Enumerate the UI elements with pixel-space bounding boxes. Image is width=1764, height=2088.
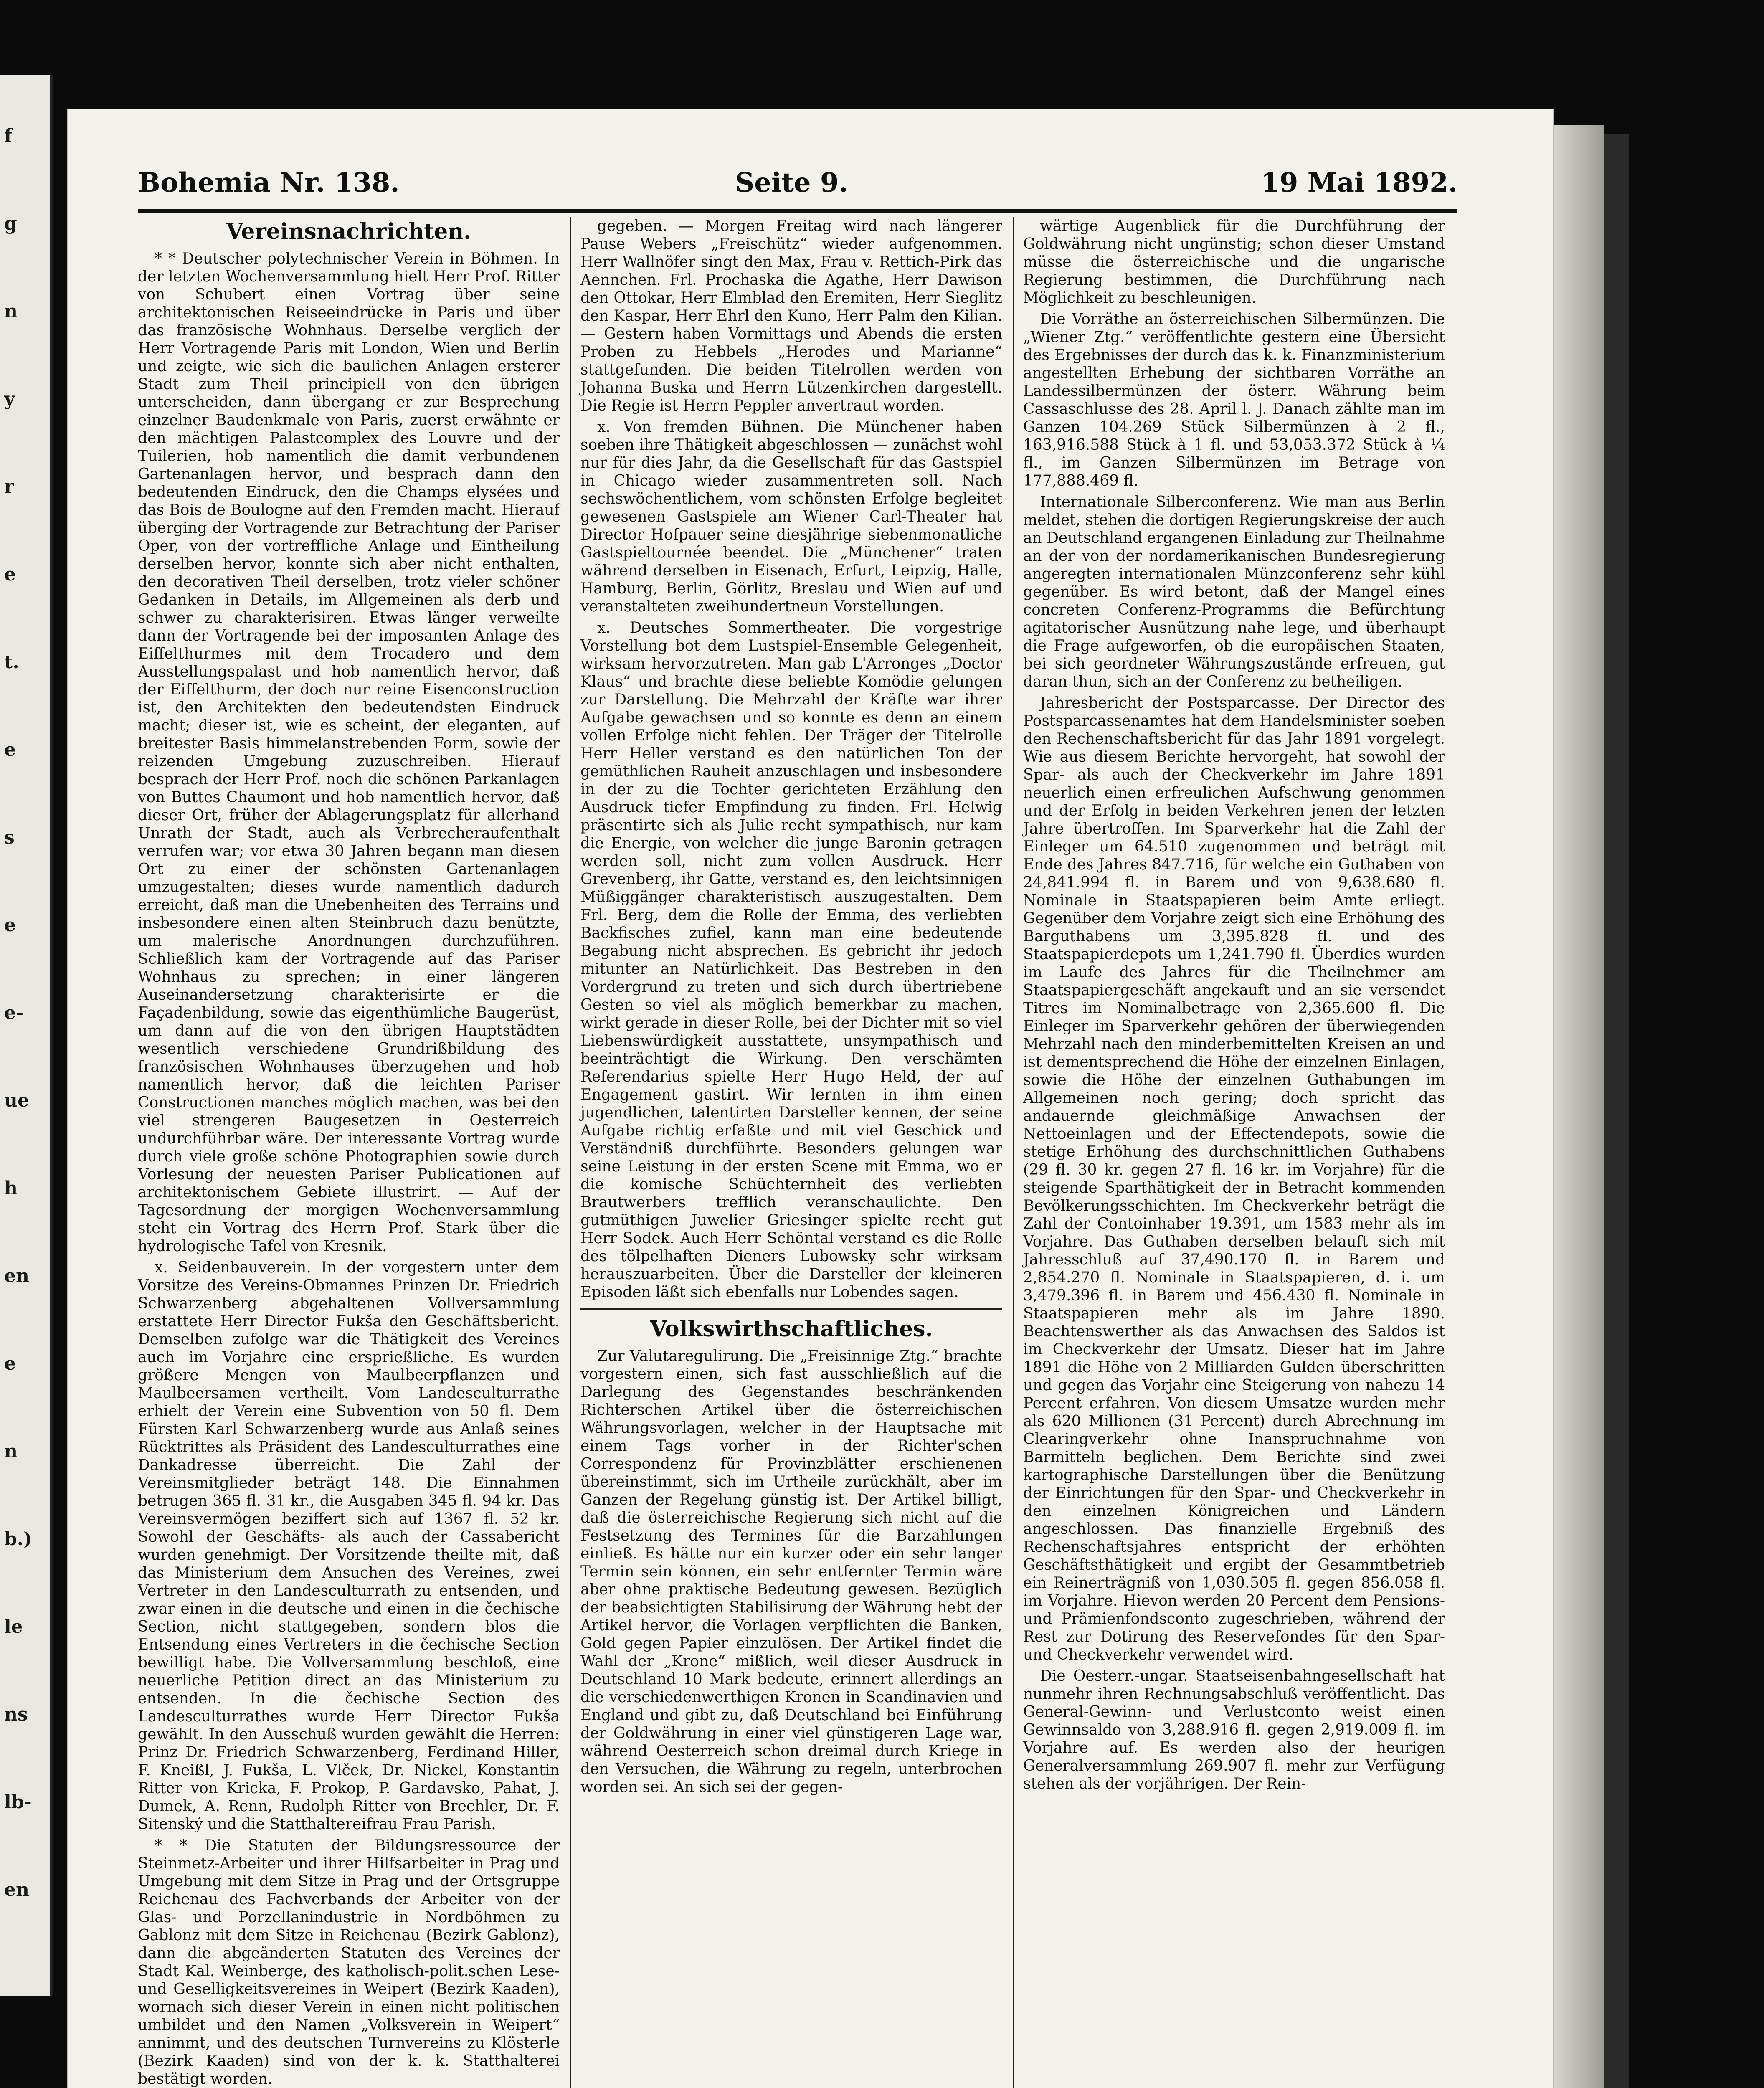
article-polytechnischer-verein: * * Deutscher polytechnischer Verein in Böhmen. In der letzten Wochenversammlung hielt Herr Prof. Ritter von Schubert einen Vortrag über seine architektonischen Reiseeindrücke in Paris und über das französische Wohnhaus. Derselbe verglich der Herr Vortragende Paris mit London, Wien und Berlin und zeigte, wie sich die baulichen Anlagen ersterer Stadt zum Theil principiell von den übrigen unterscheiden, dann übergang er zur Besprechung einzelner Baudenkmale von Paris, zuerst erwähnte er den mächtigen Palastcomplex des Louvre und der Tuilerien, hob namentlich die damit verbundenen Gartenanlagen hervor, und besprach dann den bedeutenden Eindruck, den die Champs elysées und das Bois de Boulogne auf den Fremden macht. Hierauf überging der Vortragende zur Betrachtung der Pariser Oper, von der vortreffliche Anlage und Eintheilung derselben hervor, konnte sich aber nicht enthalten, den decorativen Theil derselben, trotz vieler schöner Gedanken in Details, im Allgemeinen als derb und schwer zu charakterisiren. Etwas länger verweilte dann der Vortragende bei der imposanten Anlage des Eiffelthurmes mit dem Trocadero und dem Ausstellungspalast und hob namentlich hervor, daß der Eiffelthurm, der doch nur reine Eisenconstruction ist, den Architekten den bedeutendsten Eindruck macht; dieser ist, wie es scheint, der eleganten, auf breitester Basis himmelanstrebenden Form, sowie der reizenden Umgebung zuzuschreiben. Hierauf besprach der Herr Prof. noch die schönen Parkanlagen von Buttes Chaumont und hob namentlich hervor, daß dieser Ort, früher der Ablagerungsplatz für allerhand Unrath der Stadt, auch als Verbrecheraufenthalt verrufen war; vor etwa 30 Jahren begann man diesen Ort zu einer der schönsten Gartenanlagen umzugestalten; dieses wurde namentlich dadurch erreicht, daß man die Unebenheiten des Terrains und insbesondere einen alten Steinbruch dazu benützte, um malerische Anordnungen durchzuführen. Schließlich kam der Vortragende auf das Pariser Wohnhaus zu sprechen; in einer längeren Auseinandersetzung charakterisirte er die Façadenbildung, sowie das eigenthümliche Baugerüst, um dann auf die von den übrigen Hauptstädten wesentlich verschiedene Grundrißbildung des französischen Wohnhauses überzugehen und hob namentlich hervor, daß die leichten Pariser Constructionen manches möglich machen, was bei den viel strengeren Baugesetzen in Oesterreich undurchführbar wäre. Der interessante Vortrag wurde durch viele große schöne Photographien sowie durch Vorlesung der neuesten Pariser Publicationen auf architektonischem Gebiete illustrirt. — Auf der Tagesordnung der morgigen Wochenversammlung steht ein Vortrag des Herrn Prof. Stark über die hydrologische Tafel von Kresnik. <box>138 250 560 1255</box>
column-1 <box>138 217 560 2088</box>
article-silbermuenzen: Die Vorräthe an österreichischen Silbermünzen. Die „Wiener Ztg.“ veröffentlichte gestern eine Übersicht des Ergebnisses der durch das k. k. Finanzministerium angestellten Erhebung der sichtbaren Vorräthe an Landessilbermünzen der österr. Währung beim Cassaschlusse des 28. April l. J. Danach zählte man im Ganzen 104.269 Stück Silbermünzen à 2 fl., 163,916.588 Stück à 1 fl. und 53,053.372 Stück à ¼ fl., im Ganzen Silbermünzen im Betrage von 177,888.469 fl. <box>1023 311 1445 489</box>
margin-fragment: f <box>4 125 12 147</box>
margin-fragment: en <box>4 1879 29 1900</box>
margin-fragment: e <box>4 739 16 760</box>
article-valutaregulirung: Zur Valutaregulirung. Die „Freisinnige Ztg.“ brachte vorgestern einen, sich fast ausschließlich auf die Darlegung des Gegenstandes beschränkenden Richterschen Artikel über die österreichischen Währungsvorlagen, welcher in der Hauptsache mit einem Tags vorher in der Richter'schen Correspondenz für Provinzblätter erschienenen übereinstimmt, sich im Urtheile zurückhält, aber im Ganzen der Regelung günstig ist. Der Artikel billigt, daß die österreichische Regierung sich nicht auf die Festsetzung des Termines für die Barzahlungen einließ. Es hätte nur ein kurzer oder ein sehr langer Termin sein können, ein sehr entfernter Termin wäre aber ohne praktische Bedeutung gewesen. Bezüglich der beabsichtigten Stabilisirung der Währung hebt der Artikel hervor, die Vorlagen verpflichten die Banken, Gold gegen Papier einzulösen. Der Artikel findet die Wahl der „Krone“ mißlich, weil dieser Ausdruck in Deutschland 10 Mark bedeute, erinnert allerdings an die verschiedenwerthigen Kronen in Scandinavien und England und gibt zu, daß Deutschland bei Einführung der Goldwährung in einer viel günstigeren Lage war, während Oesterreich schon dreimal durch Kriege in den Versuchen, die Währung zu regeln, unterbrochen worden sei. An sich sei der gegen- <box>580 1348 1002 1796</box>
page-number: Seite 9. <box>735 167 848 198</box>
margin-fragment: en <box>4 1265 29 1287</box>
margin-fragment: g <box>4 213 17 234</box>
section-title-vereinsnachrichten: Vereinsnachrichten. <box>226 219 471 244</box>
article-theater-continued: gegeben. — Morgen Freitag wird nach längerer Pause Webers „Freischütz“ wieder aufgenommen. Herr Wallnöfer singt den Max, Frau v. Rettich-Pirk das Aennchen. Frl. Prochaska die Agathe, Herr Dawison den Ottokar, Herr Elmblad den Eremiten, Herr Sieglitz den Kaspar, Herr Ehrl den Kuno, Herr Palm den Kilian. — Gestern haben Vormittags und Abends die ersten Proben zu Hebbels „Herodes und Marianne“ stattgefunden. Die beiden Titelrollen werden von Johanna Buska und Herrn Lützenkirchen dargestellt. Die Regie ist Herrn Peppler anvertraut worden. <box>580 218 1002 414</box>
margin-fragment: e <box>4 915 16 936</box>
issue-date: 19 Mai 1892. <box>1261 167 1457 198</box>
article-fremden-buehnen: x. Von fremden Bühnen. Die Münchener haben soeben ihre Thätigkeit abgeschlossen — zunächst wohl nur für dies Jahr, da die Gesellschaft für das Gastspiel in Chicago wieder zusammentreten soll. Nach sechswöchentlichem, vom schönsten Erfolge begleitet gewesenen Gastspiele am Wiener Carl-Theater hat Director Hofpauer seine diesjährige siebenmonatliche Gastspieltournée beendet. Die „Münchener“ traten während derselben in Eisenach, Erfurt, Leipzig, Halle, Hamburg, Berlin, Görlitz, Breslau und Wien auf und veranstalteten zweihundertneun Vorstellungen. <box>580 418 1002 615</box>
article-postsparcasse: Jahresbericht der Postsparcasse. Der Director des Postsparcassenamtes hat dem Handelsminister soeben den Rechenschaftsbericht für das Jahr 1891 vorgelegt. Wie aus diesem Berichte hervorgeht, hat sowohl der Spar- als auch der Checkverkehr im Jahre 1891 neuerlich einen erfreulichen Aufschwung genommen und der Erfolg in beiden Verkehren jenen der letzten Jahre übertroffen. Im Sparverkehr hat die Zahl der Einleger um 64.510 zugenommen und beträgt mit Ende des Jahres 847.716, für welche ein Guthaben von 24,841.994 fl. in Barem und von 9,638.680 fl. Nominale in Staatspapieren beim Amte erliegt. Gegenüber dem Vorjahre zeigt sich eine Erhöhung des Barguthabens um 3,395.828 fl. und des Staatspapierdepots um 1,241.790 fl. Überdies wurden im Laufe des Jahres für die Theilnehmer am Staatspapiergeschäft angekauft und an sie versendet Titres im Nominalbetrage von 2,365.600 fl. Die Einleger im Sparverkehr gehören der überwiegenden Mehrzahl nach den minderbemittelten Kreisen an und ist dementsprechend die Höhe der einzelnen Einlagen, sowie die Höhe der einzelnen Guthabungen im Allgemeinen noch gering; doch spricht das andauernde gleichmäßige Anwachsen der Nettoeinlagen und der Effectendepots, sowie die stetige Erhöhung des durchschnittlichen Guthabens (29 fl. 30 kr. gegen 27 fl. 16 kr. im Vorjahre) für die steigende Sparthätigkeit der in Betracht kommenden Bevölkerungsschichten. Im Checkverkehr beträgt die Zahl der Contoinhaber 19.391, um 1583 mehr als im Vorjahre. Das Guthaben derselben belauft sich mit Jahresschluß auf 37,490.170 fl. in Barem und 2,854.270 fl. Nominale in Staatspapieren, d. i. um 3,479.396 fl. in Barem und 456.430 fl. Nominale in Staatspapieren mehr als im Jahre 1890. Beachtenswerther als das Anwachsen des Saldos ist im Checkverkehr der Umsatz. Dieser hat im Jahre 1891 die Höhe von 2 Milliarden Gulden überschritten und gegen das Vorjahr eine Steigerung von nahezu 14 Percent erfahren. Von diesem Umsatze wurden mehr als 620 Millionen (31 Percent) durch Abrechnung im Clearingverkehr ohne Inanspruchnahme von Barmitteln beglichen. Dem Berichte sind zwei kartographische Darstellungen über die Benützung der Einrichtungen für den Spar- und Checkverkehr in den einzelnen Königreichen und Ländern angeschlossen. Das finanzielle Ergebniß des Rechenschaftsjahres entspricht der erhöhten Geschäftsthätigkeit und ergibt der Gesammtbetrieb ein Reinerträgniß von 1,030.505 fl. gegen 856.058 fl. im Vorjahre. Hievon werden 20 Percent dem Pensions- und Prämienfondsconto zugeschrieben, während der Rest zur Dotirung des Reservefondes für den Spar- und Checkverkehr verwendet wird. <box>1023 694 1445 1663</box>
article-sommertheater: x. Deutsches Sommertheater. Die vorgestrige Vorstellung bot dem Lustspiel-Ensemble Gelegenheit, wirksam hervorzutreten. Man gab L'Arronges „Doctor Klaus“ und brachte diese beliebte Komödie gelungen zur Darstellung. Die Mehrzahl der Kräfte war ihrer Aufgabe gewachsen und so konnte es denn an einem vollen Erfolge nicht fehlen. Der Träger der Titelrolle Herr Heller verstand es den natürlichen Ton der gemüthlichen Rauheit anzuschlagen und insbesondere in der zu die Tochter gerichteten Erzählung den Ausdruck tiefer Empfindung zu finden. Frl. Helwig präsentirte sich als Julie recht sympathisch, nur kam die Energie, von welcher die junge Baronin getragen werden soll, nicht zum vollen Ausdruck. Herr Grevenberg, ihr Gatte, verstand es, den leichtsinnigen Müßiggänger charakteristisch auszugestalten. Dem Frl. Berg, dem die Rolle der Emma, des verliebten Backfisches zufiel, kann man eine bedeutende Begabung nicht absprechen. Es gebricht ihr jedoch mitunter an Natürlichkeit. Das Bestreben in den Vordergrund zu treten und sich durch übertriebene Gesten so viel als möglich bemerkbar zu machen, wirkt gerade in dieser Rolle, bei der Dichter mit so viel Liebenswürdigkeit ausstattete, unsympathisch und beeinträchtigt die Wirkung. Den verschämten Referendarius spielte Herr Hugo Held, der auf Engagement gastirt. Wir lernten in ihm einen jugendlichen, talentirten Darsteller kennen, der seine Aufgabe richtig erfaßte und mit viel Geschick und Verständniß durchführte. Besonders gelungen war seine Leistung in der ersten Scene mit Emma, wo er die komische Schüchternheit des verliebten Brautwerbers trefflich veranschaulichte. Den gutmüthigen Juwelier Griesinger spielte recht gut Herr Sodek. Auch Herr Schöntal verstand es die Rolle des tölpelhaften Dieners Lubowsky sehr wirksam herauszuarbeiten. Über die Darsteller der kleineren Episoden läßt sich ebenfalls nur Lobendes sagen. <box>580 619 1002 1301</box>
margin-fragment: ue <box>4 1090 29 1111</box>
article-valuta-continued: wärtige Augenblick für die Durchführung der Goldwährung nicht ungünstig; schon dieser Umstand müsse die österreichische und die ungarische Regierung bestimmen, die Durchführung nach Möglichkeit zu beschleunigen. <box>1023 218 1445 307</box>
page-shadow <box>1604 134 1629 2088</box>
margin-fragment: s <box>4 827 15 848</box>
section-title-volkswirthschaftliches: Volkswirthschaftliches. <box>650 1316 933 1342</box>
column-3 <box>1023 217 1445 1796</box>
article-silberconferenz: Internationale Silberconferenz. Wie man aus Berlin meldet, stehen die dortigen Regierungskreise der auch an Deutschland ergangenen Einladung zur Theilnahme an der von der nordamerikanischen Bundesregierung angeregten internationalen Münzconferenz sehr kühl gegenüber. Es wird betont, daß der Mangel eines concreten Conferenz-Programms die Befürchtung agitatorischer Ausnützung nahe lege, und überhaupt die Frage aufgeworfen, ob die europäischen Staaten, bei sich geordneter Währungszustände erfreuen, gut daran thun, sich an der Conferenz zu betheiligen. <box>1023 494 1445 690</box>
margin-fragment: lb- <box>4 1792 32 1813</box>
margin-fragment: n <box>4 1441 18 1462</box>
column-rule <box>570 217 571 2088</box>
margin-fragment: e <box>4 564 16 585</box>
page-edge <box>1554 125 1604 2088</box>
margin-fragment: le <box>4 1616 23 1637</box>
margin-fragment: r <box>4 476 14 497</box>
column-2 <box>580 217 1002 1799</box>
margin-fragment: n <box>4 301 18 322</box>
margin-fragment: h <box>4 1178 18 1199</box>
newspaper-page <box>67 109 1554 2088</box>
section-divider <box>580 1308 1002 1310</box>
margin-fragment: t. <box>4 651 19 673</box>
margin-fragment: b.) <box>4 1528 32 1550</box>
margin-fragment: e <box>4 1353 16 1374</box>
article-staatseisenbahn: Die Oesterr.-ungar. Staatseisenbahngesellschaft hat nunmehr ihren Rechnungsabschluß veröffentlicht. Das General-Gewinn- und Verlustconto weist einen Gewinnsaldo von 3,288.916 fl. gegen 2,919.009 fl. im Vorjahre auf. Es werden also der heurigen Generalversammlung 269.907 fl. mehr zur Verfügung stehen als der vorjährigen. Der Rein- <box>1023 1667 1445 1792</box>
publication-name: Bohemia Nr. 138. <box>138 167 400 198</box>
page-header <box>138 167 1457 205</box>
margin-fragment: ns <box>4 1704 28 1725</box>
header-rule <box>138 209 1457 213</box>
previous-page-margin <box>0 75 53 1996</box>
article-seidenbauverein: x. Seidenbauverein. In der vorgestern unter dem Vorsitze des Vereins-Obmannes Prinzen Dr. Friedrich Schwarzenberg abgehaltenen Vollversammlung erstattete Herr Director Fukša den Geschäftsbericht. Demselben zufolge war die Thätigkeit des Vereines auch im Vorjahre eine ersprießliche. Es wurden größere Mengen von Maulbeerpflanzen und Maulbeersamen vertheilt. Vom Landesculturrathe erhielt der Verein eine Subvention von 50 fl. Dem Fürsten Karl Schwarzenberg wurde aus Anlaß seines Rücktrittes als Präsident des Landesculturrathes eine Dankadresse überreicht. Die Zahl der Vereinsmitglieder beträgt 148. Die Einnahmen betrugen 365 fl. 31 kr., die Ausgaben 345 fl. 94 kr. Das Vereinsvermögen beziffert sich auf 1367 fl. 52 kr. Sowohl der Geschäfts- als auch der Cassabericht wurden genehmigt. Der Vorsitzende theilte mit, daß das Ministerium dem Ansuchen des Vereines, zwei Vertreter in den Landesculturrath zu entsenden, und zwar einen in die deutsche und einen in die čechische Section, nicht stattgegeben, sondern blos die Entsendung eines Vertreters in die čechische Section bewilligt habe. Die Vollversammlung beschloß, eine neuerliche Petition direct an das Ministerium zu entsenden. In die čechische Section des Landesculturrathes wurde Herr Director Fukša gewählt. In den Ausschuß wurden gewählt die Herren: Prinz Dr. Friedrich Schwarzenberg, Ferdinand Hiller, F. Kneißl, J. Fukša, L. Vlček, Dr. Nickel, Konstantin Ritter von Kricka, F. Prokop, P. Gardavsko, Pahat, J. Dumek, A. Renn, Rudolph Ritter von Brechler, Dr. F. Sitenský und die Statthaltereifrau Frau Parish. <box>138 1259 560 1833</box>
column-rule <box>1013 217 1014 2088</box>
article-statuten: * * Die Statuten der Bildungsressource der Steinmetz-Arbeiter und ihrer Hilfsarbeiter in Prag und Umgebung mit dem Sitze in Prag und der Ortsgruppe Reichenau des Fachverbands der Arbeiter von der Glas- und Porzellanindustrie in Nordböhmen zu Gablonz mit dem Sitze in Reichenau (Bezirk Gablonz), dann die abgeänderten Statuten des Vereines der Stadt Kal. Weinberge, des katholisch-polit.schen Lese- und Geselligkeitsvereines in Weipert (Bezirk Kaaden), wornach sich dieser Verein in einen nicht politischen umbildet und den Namen „Volksverein in Weipert“ annimmt, und des deutschen Turnvereins zu Klösterle (Bezirk Kaaden) sind von der k. k. Statthalterei bestätigt worden. <box>138 1837 560 2088</box>
margin-fragment: e- <box>4 1002 24 1024</box>
margin-fragment: y <box>4 388 15 410</box>
